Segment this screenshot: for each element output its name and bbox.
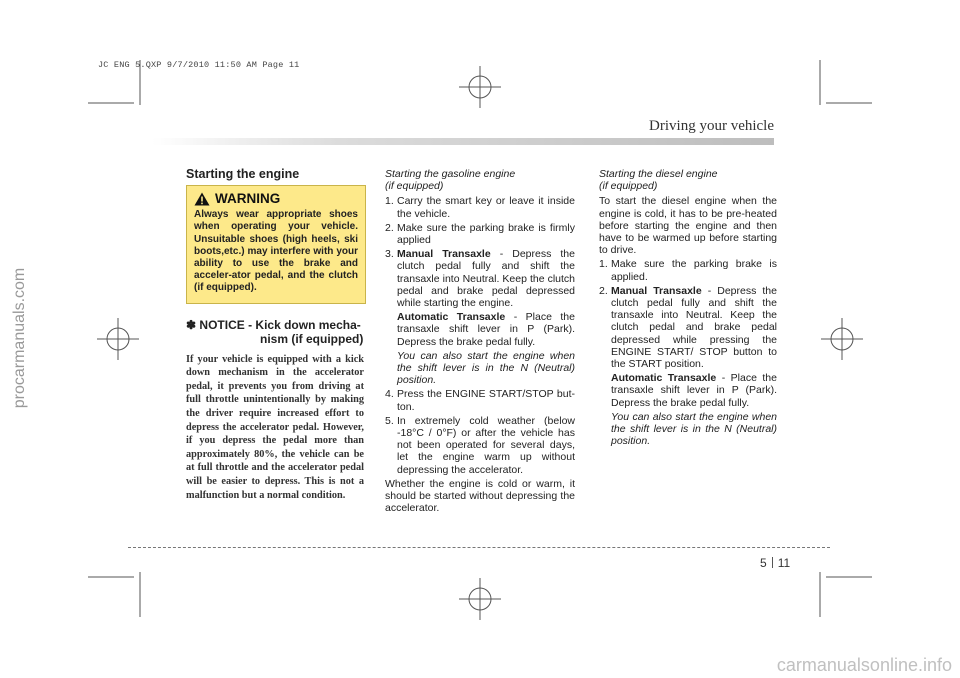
- gasoline-subtitle: [385, 168, 575, 192]
- notice-star-icon: ✽: [186, 317, 197, 332]
- gasoline-subtitle-b: (if equipped): [385, 180, 444, 193]
- footer-rule: [128, 547, 830, 548]
- list-item: 1. Make sure the parking brake is applied.: [599, 258, 777, 283]
- side-watermark: procarmanuals.com: [11, 267, 28, 409]
- column-right: [599, 168, 777, 449]
- diesel-subtitle-a: Starting the diesel engine: [599, 168, 718, 180]
- list-item: 2. Manual Transaxle - Depress the clutch pedal fully and shift the transaxle into Neutral. Keep the clutch pedal and brake pedal depressed while pressing the ENGINE START/ STOP button to the START position.: [599, 284, 777, 371]
- footer-watermark: carmanualsonline.info: [776, 655, 952, 675]
- notice-title-b: nism (if equipped): [260, 331, 364, 346]
- warning-box: [186, 185, 366, 303]
- warning-title: WARNING: [215, 191, 281, 207]
- neutral-note: You can also start the engine when the shift lever is in the N (Neutral) position.: [611, 410, 777, 448]
- page-number-value: 11: [777, 556, 791, 570]
- gasoline-steps: [385, 195, 575, 309]
- page-number: [760, 556, 790, 570]
- closing-paragraph: Whether the engine is cold or warm, it should be started without depressing the accelerator.: [385, 477, 575, 515]
- notice-title-a: Kick down mecha-: [255, 317, 361, 332]
- notice-label: NOTICE -: [199, 317, 256, 332]
- column-left: [186, 168, 364, 502]
- list-item: 5. In extremely cold weather (below -18°C / 0°F) or after the vehicle has not been operated for several days, let the engine warm up without depressing the accelerator.: [385, 414, 575, 476]
- diesel-subtitle-b: (if equipped): [599, 180, 658, 193]
- list-item: 2. Make sure the parking brake is firmly applied: [385, 221, 575, 247]
- neutral-note: You can also start the engine when the shift lever is in the N (Neutral) position.: [397, 349, 575, 387]
- printer-slug: JC ENG 5.QXP 9/7/2010 11:50 AM Page 11: [98, 60, 300, 70]
- automatic-transaxle-note: Automatic Transaxle - Place the transaxle shift lever in P (Park). Depress the brake pedal fully.: [611, 372, 777, 409]
- list-item: 4. Press the ENGINE START/STOP but-ton.: [385, 388, 575, 413]
- notice-heading: [186, 318, 364, 346]
- diesel-intro: To start the diesel engine when the engine is cold, it has to be pre-heated before starting the engine and then have to be warmed up before starting to drive.: [599, 195, 777, 257]
- gasoline-subtitle-a: Starting the gasoline engine: [385, 168, 516, 180]
- chapter-number: 5: [760, 556, 767, 570]
- automatic-transaxle-note: Automatic Transaxle - Place the transaxle shift lever in P (Park). Depress the brake pedal fully.: [397, 311, 575, 348]
- gasoline-steps-cont: [385, 388, 575, 475]
- column-middle: [385, 168, 575, 516]
- list-item: 1. Carry the smart key or leave it inside the vehicle.: [385, 195, 575, 220]
- diesel-subtitle: [599, 168, 777, 192]
- warning-triangle-icon: [194, 192, 210, 206]
- header-rule: [152, 138, 774, 145]
- notice-body: If your vehicle is equipped with a kick down mechanism in the accelerator pedal, it prevents you from driving at full throttle unintentionally by making the driver require increased effort to depress the accelerator pedal. However, if you depress the pedal more than approximately 80%, the vehicle can be at full throttle and the accelerator pedal will be easier to depress. This is not a malfunction but a normal condition.: [186, 353, 364, 501]
- diesel-steps: [599, 258, 777, 370]
- section-header-title: Driving your vehicle: [649, 118, 774, 134]
- warning-text: Always wear appropriate shoes when operating your vehicle. Unsuitable shoes (high heels, ski boots,etc.) may interfere with your ability to use the brake and acceler-ator pedal, and the clutch (if equipped).: [194, 209, 358, 294]
- warning-header: [194, 192, 358, 206]
- section-heading: Starting the engine: [186, 167, 300, 181]
- list-item: 3. Manual Transaxle - Depress the clutch pedal fully and shift the transaxle into Neutral. Keep the clutch pedal and brake pedal depressed while starting the engine.: [385, 248, 575, 310]
